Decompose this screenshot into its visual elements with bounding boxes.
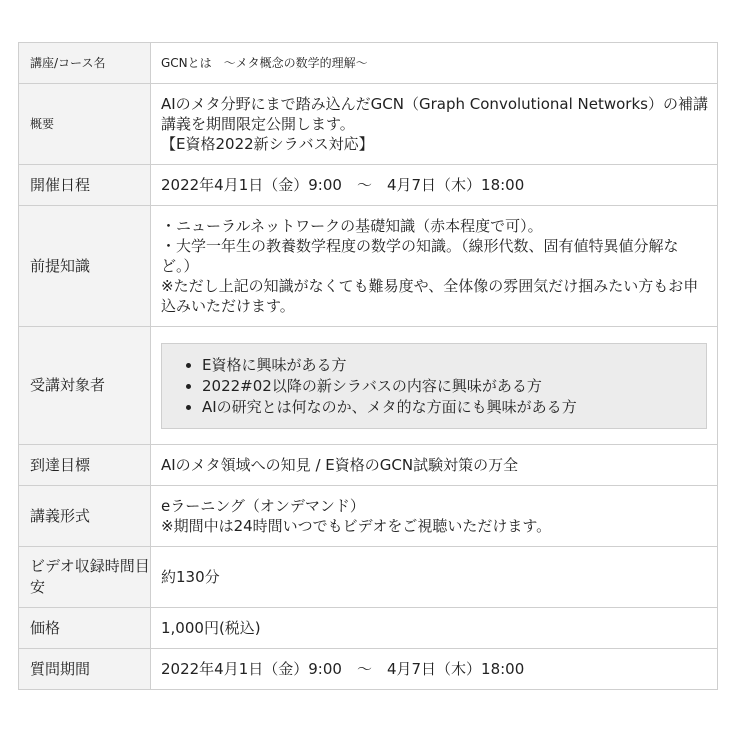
row-value xyxy=(151,84,718,165)
overview-line: AIのメタ分野にまで踏み込んだGCN（Graph Convolutional Networks）の補講 xyxy=(161,95,708,113)
row-value xyxy=(151,206,718,327)
goal-text: AIのメタ領域への知見 / E資格のGCN試験対策の万全 xyxy=(161,456,519,474)
row-label: 講義形式 xyxy=(19,486,151,547)
table-row-video-length xyxy=(19,547,718,608)
row-value xyxy=(151,327,718,445)
row-value xyxy=(151,486,718,547)
row-value xyxy=(151,608,718,649)
prerequisite-note: ※ただし上記の知識がなくても難易度や、全体像の雰囲気だけ掴みたい方もお申込みいただけます。 xyxy=(161,277,699,315)
schedule-text: 2022年4月1日（金）9:00 ～ 4月7日（木）18:00 xyxy=(161,176,525,194)
format-line: eラーニング（オンデマンド） xyxy=(161,497,365,515)
table-row-question-period xyxy=(19,649,718,690)
row-value xyxy=(151,547,718,608)
row-value xyxy=(151,649,718,690)
overview-line: 講義を期間限定公開します。 xyxy=(161,115,355,133)
list-item: • E資格に興味がある方 xyxy=(202,355,694,376)
table-row-schedule xyxy=(19,165,718,206)
question-period-text: 2022年4月1日（金）9:00 ～ 4月7日（木）18:00 xyxy=(161,660,525,678)
table-row-goal xyxy=(19,445,718,486)
row-label: 質問期間 xyxy=(19,649,151,690)
row-value xyxy=(151,43,718,84)
course-info-table-container xyxy=(18,42,718,690)
overview-line: 【E資格2022新シラバス対応】 xyxy=(161,135,374,153)
prerequisite-line: ・大学一年生の教養数学程度の数学の知識。（線形代数、固有値特異値分解など。） xyxy=(161,237,679,275)
row-label: 講座/コース名 xyxy=(19,43,151,84)
row-value xyxy=(151,445,718,486)
video-length-text: 約130分 xyxy=(161,568,220,586)
row-label: 価格 xyxy=(19,608,151,649)
list-item: • 2022#02以降の新シラバスの内容に興味がある方 xyxy=(202,376,694,397)
table-row-format xyxy=(19,486,718,547)
row-label: 到達目標 xyxy=(19,445,151,486)
table-row-prerequisites xyxy=(19,206,718,327)
audience-box xyxy=(161,343,707,429)
table-row-price xyxy=(19,608,718,649)
audience-list xyxy=(174,355,694,418)
course-info-table xyxy=(18,42,718,690)
table-row-overview xyxy=(19,84,718,165)
row-label: 前提知識 xyxy=(19,206,151,327)
price-text: 1,000円(税込) xyxy=(161,619,261,637)
row-label: 受講対象者 xyxy=(19,327,151,445)
row-label: ビデオ収録時間目安 xyxy=(19,547,151,608)
row-value xyxy=(151,165,718,206)
row-label: 概要 xyxy=(19,84,151,165)
table-row-target-audience xyxy=(19,327,718,445)
table-row-course-name xyxy=(19,43,718,84)
course-name-text: GCNとは ～メタ概念の数学的理解～ xyxy=(161,56,368,70)
prerequisite-line: ・ニューラルネットワークの基礎知識（赤本程度で可）。 xyxy=(161,217,543,235)
format-note: ※期間中は24時間いつでもビデオをご視聴いただけます。 xyxy=(161,517,552,535)
row-label: 開催日程 xyxy=(19,165,151,206)
list-item: • AIの研究とは何なのか、メタ的な方面にも興味がある方 xyxy=(202,397,694,418)
